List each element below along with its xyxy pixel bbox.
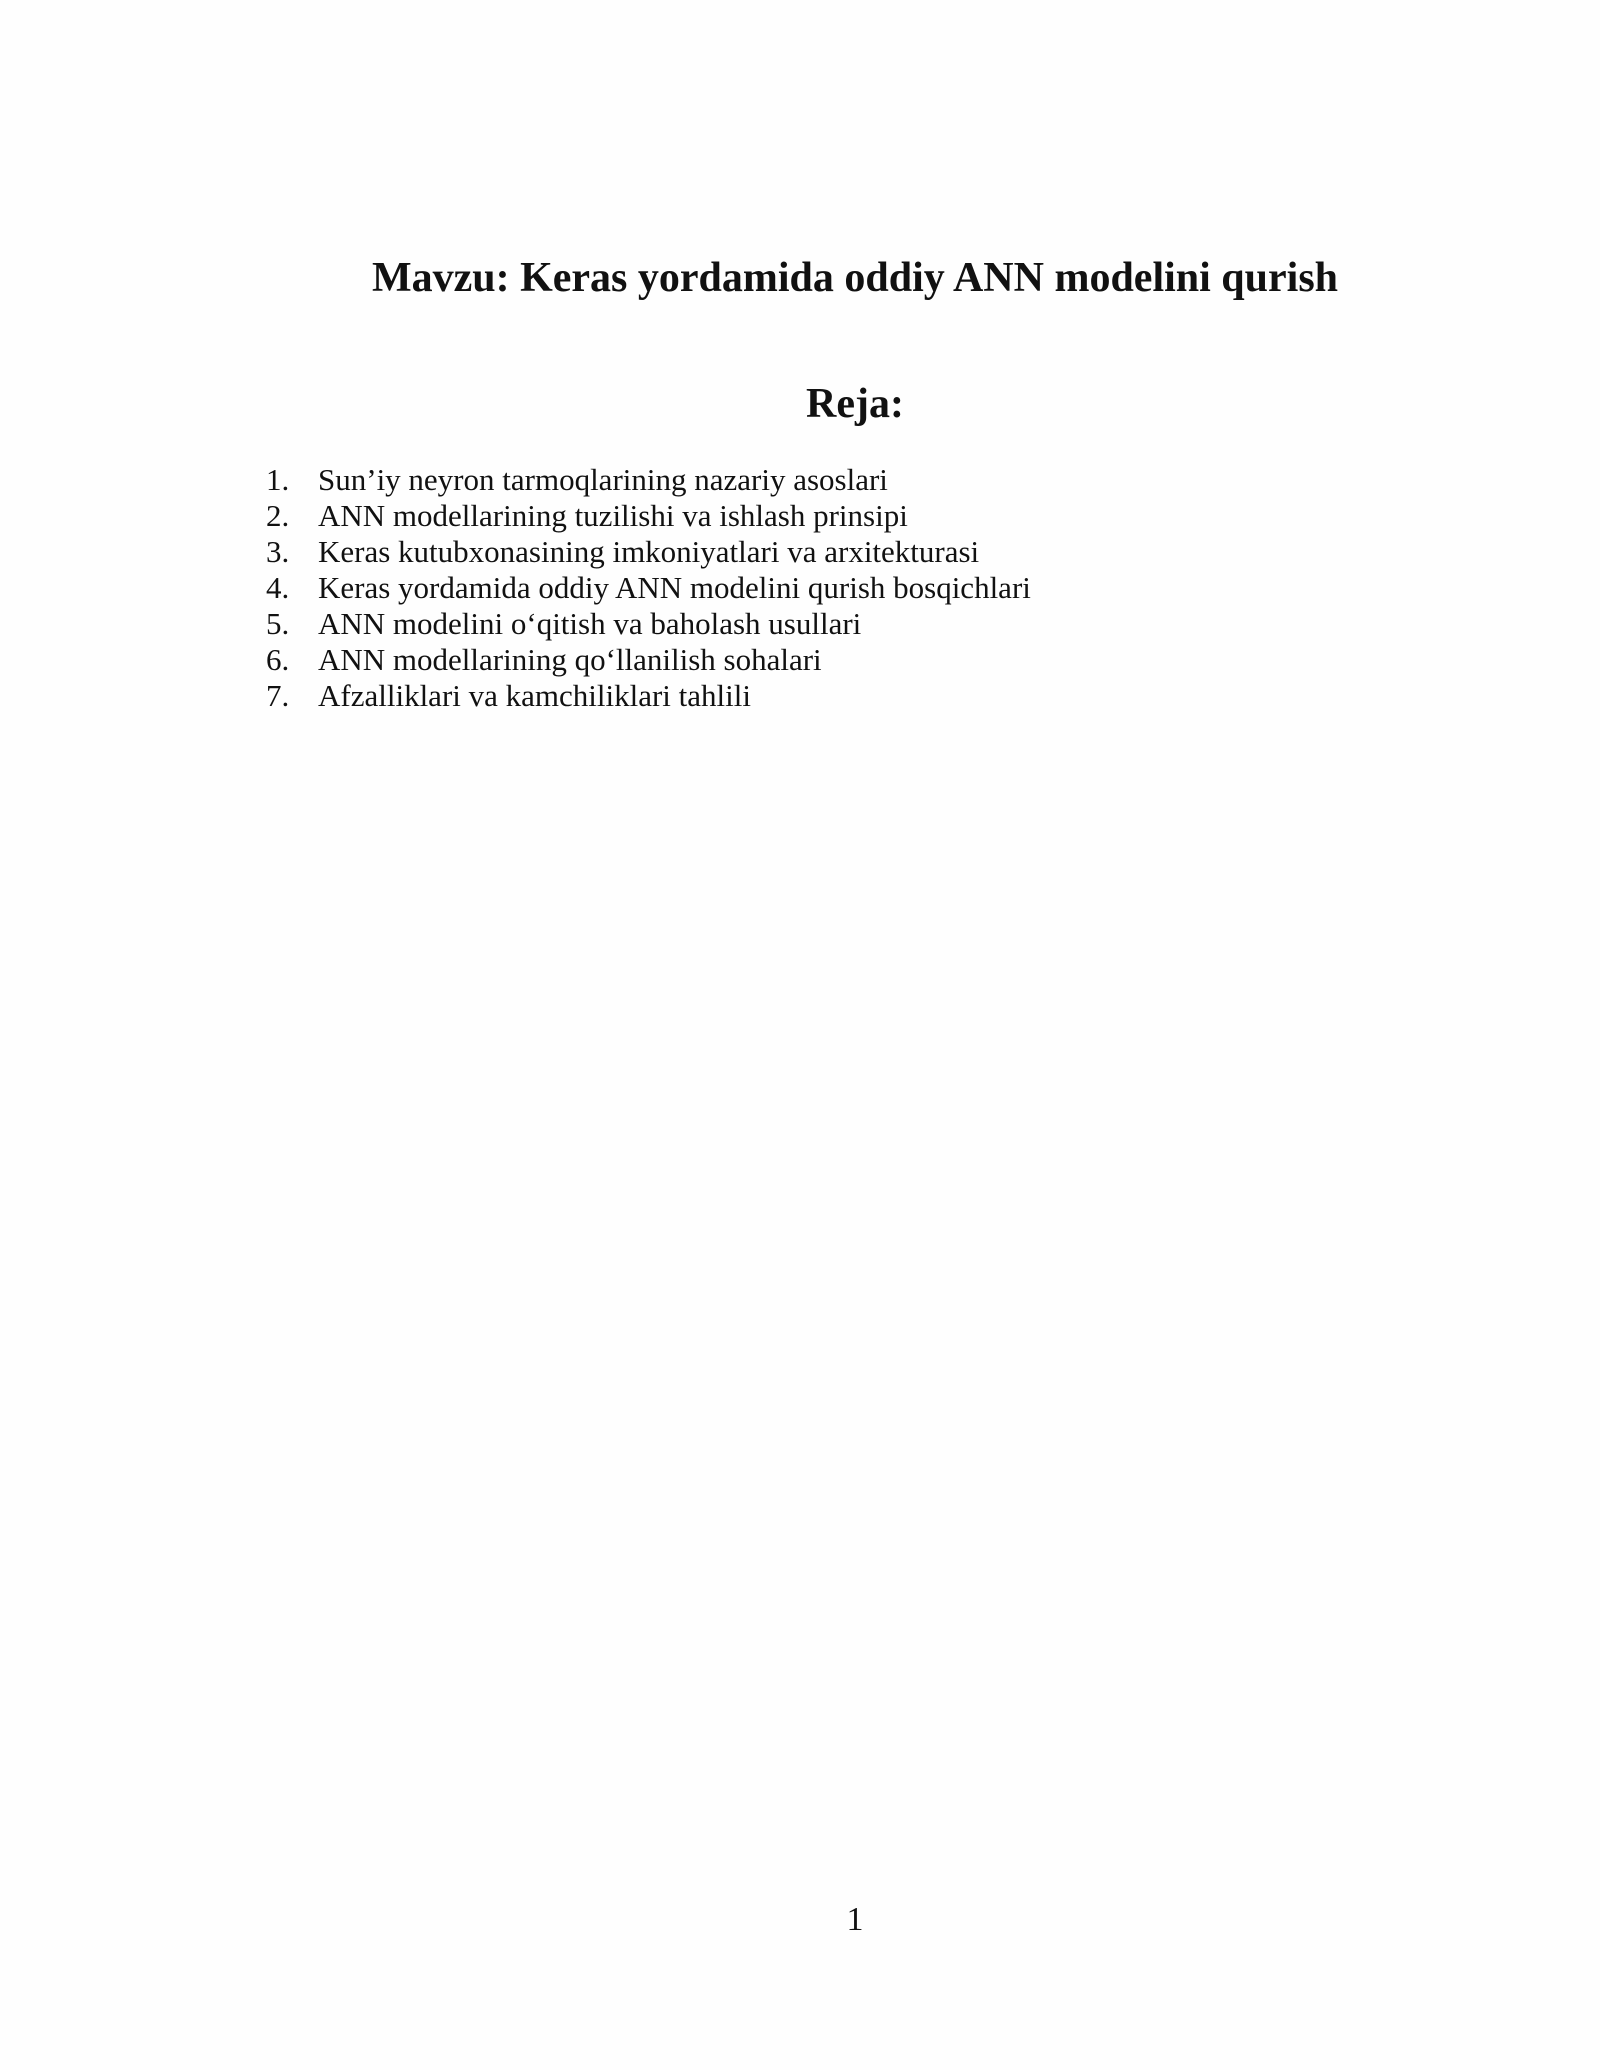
plan-item-text: ANN modelini o‘qitish va baholash usullari [318, 606, 862, 641]
plan-heading: Reja: [806, 381, 904, 427]
plan-item-text: ANN modellarining tuzilishi va ishlash prinsipi [318, 498, 908, 533]
plan-item-number: 1. [266, 462, 290, 497]
plan-item-number: 4. [266, 570, 290, 605]
plan-item-number: 7. [266, 678, 290, 713]
plan-item-text: Sun’iy neyron tarmoqlarining nazariy asoslari [318, 462, 888, 497]
plan-item-number: 5. [266, 606, 290, 641]
plan-item-text: Keras kutubxonasining imkoniyatlari va arxitekturasi [318, 534, 980, 569]
plan-item-text: Keras yordamida oddiy ANN modelini qurish bosqichlari [318, 570, 1031, 605]
plan-item-text: Afzalliklari va kamchiliklari tahlili [318, 678, 751, 713]
plan-item-5 [266, 606, 1031, 642]
plan-item-number: 2. [266, 498, 290, 533]
plan-item-2 [266, 498, 1031, 534]
plan-item-3 [266, 534, 1031, 570]
plan-item-4 [266, 570, 1031, 606]
plan-item-number: 6. [266, 642, 290, 677]
plan-item-7 [266, 678, 1031, 714]
plan-item-text: ANN modellarining qo‘llanilish sohalari [318, 642, 822, 677]
plan-list [266, 462, 1031, 714]
page-number: 1 [846, 1901, 864, 1938]
document-title: Mavzu: Keras yordamida oddiy ANN modelini qurish [371, 255, 1339, 301]
plan-item-6 [266, 642, 1031, 678]
plan-item-number: 3. [266, 534, 290, 569]
plan-item-1 [266, 462, 1031, 498]
